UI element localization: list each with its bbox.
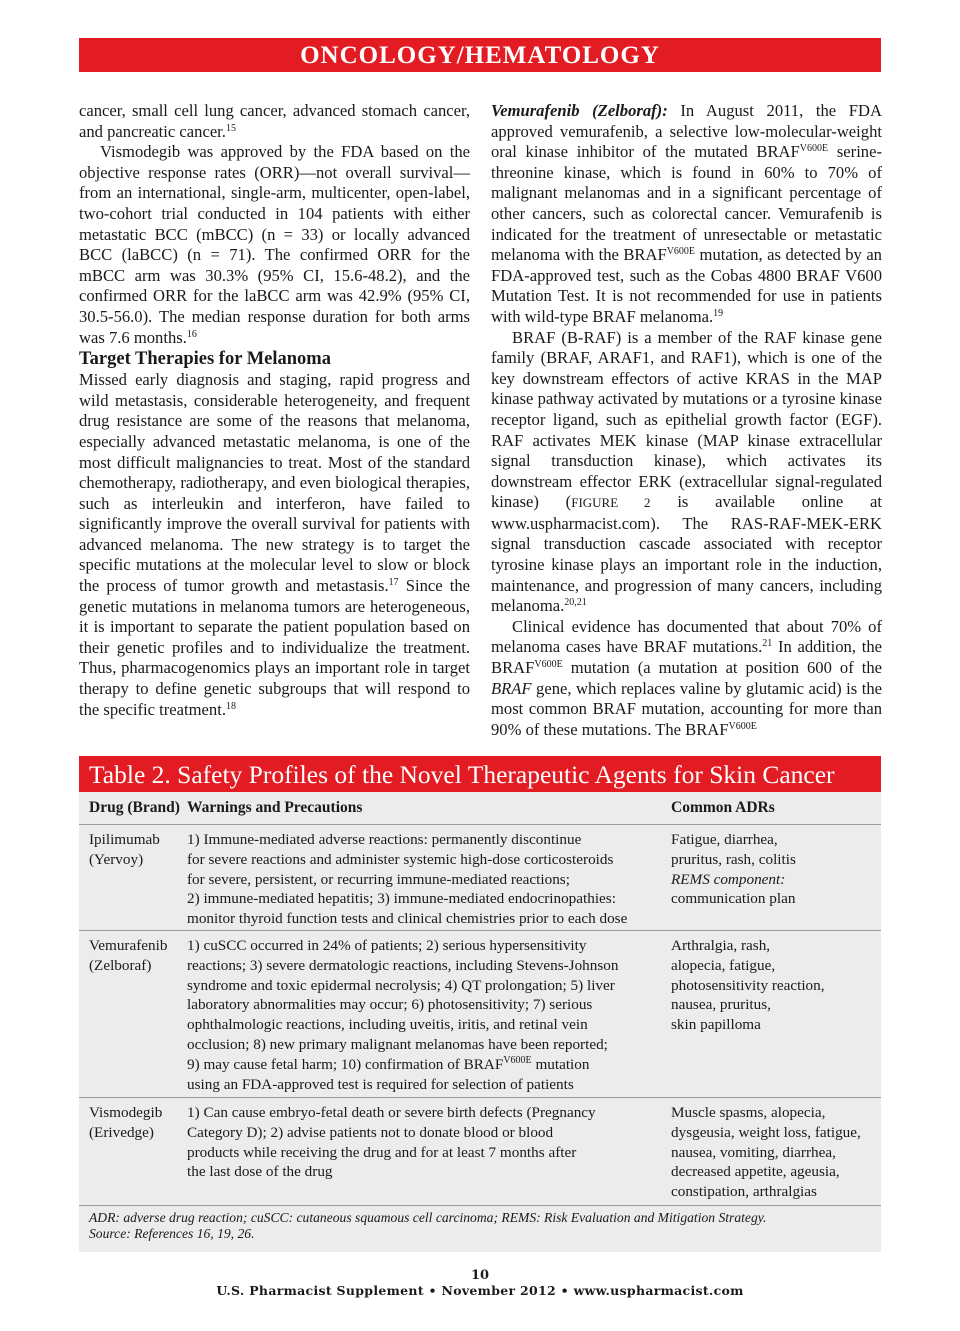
drug-cell <box>89 830 189 870</box>
brand-name: (Erivedge) <box>89 1123 154 1141</box>
adr-line: decreased appetite, ageusia, <box>671 1163 840 1181</box>
table-title: Table 2. Safety Profiles of the Novel Therapeutic Agents for Skin Cancer <box>79 756 881 792</box>
footnote-abbreviations: ADR: adverse drug reaction; cuSCC: cutaneous squamous cell carcinoma; REMS: Risk Evaluation and Mitigation Strategy. <box>89 1210 767 1225</box>
left-column <box>79 101 470 720</box>
table-row <box>79 825 881 931</box>
warnings-cell <box>187 830 663 929</box>
paragraph-text: Clinical evidence has documented that about 70% of melanoma cases have BRAF mutations. <box>491 616 882 657</box>
table-row <box>79 1098 881 1206</box>
header-warnings: Warnings and Precautions <box>187 799 363 816</box>
footnote-source: Source: References 16, 19, 26. <box>89 1226 255 1241</box>
warning-line: 1) Can cause embryo-fetal death or severe birth defects (Pregnancy <box>187 1104 596 1121</box>
adr-line: photosensitivity reaction, <box>671 976 825 994</box>
warning-line: for severe, persistent, or recurring immune-mediated reactions; <box>187 870 570 888</box>
paragraph-text: is available online at www.uspharmacist.com). The RAS-RAF-MEK-ERK signal transduction cascade associated with receptor tyrosine kinase plays an important role in the induction, maintenance, and progression of many cancers, including melanoma. <box>491 492 883 616</box>
warning-line: reactions; 3) severe dermatologic reactions, including Stevens-Johnson <box>187 956 619 974</box>
section-banner: ONCOLOGY/HEMATOLOGY <box>79 38 881 72</box>
paragraph-text: mutation (a mutation at position 600 of the <box>562 658 882 678</box>
paragraph <box>491 101 882 328</box>
right-column <box>491 101 882 740</box>
warning-line: Category D); 2) advise patients not to donate blood or blood <box>187 1123 554 1141</box>
safety-table <box>79 756 881 1252</box>
paragraph-text: In August 2011, the FDA approved vemurafenib, a selective low-molecular-weight oral kinase inhibitor of the mutated BRAF <box>491 101 883 162</box>
table-header-row <box>79 792 881 825</box>
paragraph <box>491 328 882 617</box>
adr-line: dysgeusia, weight loss, fatigue, <box>671 1123 861 1141</box>
drug-cell <box>89 1103 189 1143</box>
warning-line: monitor thyroid function tests and clinical chemistries prior to each dose <box>187 910 628 928</box>
mutation-superscript: V600E <box>728 720 757 732</box>
warning-line: products while receiving the drug and for at least 7 months after <box>187 1143 577 1161</box>
adr-line: skin papilloma <box>671 1016 761 1034</box>
warning-line: 2) immune-mediated hepatitis; 3) immune-mediated endocrinopathies: <box>187 890 616 908</box>
paragraph <box>79 101 470 142</box>
warning-text: mutation <box>535 1055 590 1073</box>
warning-line: 1) Immune-mediated adverse reactions: permanently discontinue <box>187 831 582 848</box>
warning-line: occlusion; 8) new primary malignant melanomas have been reported; <box>187 1035 608 1053</box>
drug-name: Ipilimumab <box>89 831 160 848</box>
figure-reference: FIGURE 2 <box>571 495 651 511</box>
adr-line: constipation, arthralgias <box>671 1183 817 1201</box>
warning-line: ophthalmologic reactions, including uveitis, iritis, and retinal vein <box>187 1016 588 1034</box>
reference-superscript: 15 <box>225 122 236 134</box>
drug-name: Vemurafenib <box>89 937 168 954</box>
reference-superscript: 19 <box>713 307 724 319</box>
paragraph <box>79 142 470 348</box>
drug-lead-heading: Vemurafenib (Zelboraf): <box>491 101 668 120</box>
adr-line: Arthralgia, rash, <box>671 937 771 954</box>
warning-line: the last dose of the drug <box>187 1163 333 1181</box>
paragraph-text: Since the genetic mutations in melanoma tumors are heterogeneous, it is important to separate the patient population based on their genetic profiles and to individualize the treatment. Thus, pharmacogenomics plays an important role in target therapy to define genetic subgroups that will respond to the specific treatment. <box>79 576 471 719</box>
warning-text: 9) may cause fetal harm; 10) confirmation of BRAF <box>187 1055 504 1073</box>
header-drug: Drug (Brand) <box>89 799 180 816</box>
gene-name: BRAF <box>491 678 532 698</box>
adr-line: alopecia, fatigue, <box>671 956 776 974</box>
paragraph-text: gene, which replaces valine by glutamic acid) is the most common BRAF mutation, accounting for more than 90% of these mutations. The BRAF <box>491 678 882 739</box>
drug-name: Vismodegib <box>89 1104 163 1121</box>
paragraph-text: Vismodegib was approved by the FDA based on the objective response rates (ORR)—not overall survival—from an international, single-arm, multicenter, open-label, two-cohort trial conducted in 104 patients with either metastatic BCC (mBCC) (n = 33) or locally advanced BCC (laBCC) (n = 71). The confirmed ORR for the mBCC arm was 30.3% (95% CI, 15.6-48.2), and the confirmed ORR for the laBCC arm was 42.9% (95% CI, 30.5-56.0). The median response duration for both arms was 7.6 months. <box>79 142 470 347</box>
warning-line: laboratory abnormalities may occur; 6) photosensitivity; 7) serious <box>187 996 593 1014</box>
warning-line: 1) cuSCC occurred in 24% of patients; 2) serious hypersensitivity <box>187 937 587 954</box>
warnings-cell <box>187 1103 663 1182</box>
reference-superscript: 17 <box>388 577 399 589</box>
mutation-superscript: V600E <box>503 1054 532 1066</box>
brand-name: (Yervoy) <box>89 850 144 868</box>
adr-line: pruritus, rash, colitis <box>671 850 796 868</box>
adr-line: nausea, vomiting, diarrhea, <box>671 1143 836 1161</box>
header-adrs: Common ADRs <box>671 799 775 816</box>
rems-label: REMS component: <box>671 870 786 888</box>
reference-superscript: 21 <box>762 638 773 650</box>
table-row <box>79 931 881 1098</box>
mutation-superscript: V600E <box>534 659 563 671</box>
section-heading: Target Therapies for Melanoma <box>79 349 331 370</box>
warnings-cell <box>187 936 663 1094</box>
reference-superscript: 20,21 <box>564 597 587 609</box>
paragraph-text: In addition, the BRAF <box>491 637 882 678</box>
reference-superscript: 18 <box>225 700 236 712</box>
paragraph <box>79 370 470 720</box>
adr-line: nausea, pruritus, <box>671 996 771 1014</box>
page-number: 10 <box>470 1268 490 1283</box>
reference-superscript: 16 <box>186 328 197 340</box>
adr-line: Muscle spasms, alopecia, <box>671 1104 826 1121</box>
warning-line: using an FDA-approved test is required for selection of patients <box>187 1075 574 1093</box>
paragraph <box>491 617 882 741</box>
adrs-cell <box>671 1103 876 1202</box>
paragraph-text: serine-threonine kinase, which is found in 60% to 70% of malignant melanomas and in a significant percentage of other cancers, such as colorectal cancer. Vemurafenib is indicated for the treatment of unresectable or metastatic melanoma with the BRAF <box>491 142 882 265</box>
paragraph-text: cancer, small cell lung cancer, advanced stomach cancer, and pancreatic cancer. <box>79 101 470 141</box>
adrs-cell <box>671 830 876 909</box>
warning-line <box>187 1055 663 1075</box>
publication-line: U.S. Pharmacist Supplement • November 2012 • www.uspharmacist.com <box>216 1283 744 1298</box>
paragraph-text: mutation, as detected by an FDA-approved test, such as the Cobas 4800 BRAF V600 Mutation Test. It is not recommended for use in patients with wild-type BRAF melanoma. <box>491 245 882 326</box>
adr-line: Fatigue, diarrhea, <box>671 831 778 848</box>
paragraph-text: BRAF (B-RAF) is a member of the RAF kinase gene family (BRAF, ARAF1, and RAF1), which is one of the key downstream effectors of active KRAS in the MAP kinase pathway activated by mutations or a tyrosine kinase receptor ligand, such as epithelial growth factor (EGF). RAF activates MEK kinase (MAP kinase extracellular signal transduction kinase), which activates its downstream effector ERK (extracellular signal-regulated kinase) ( <box>491 327 882 512</box>
paragraph-text: Missed early diagnosis and staging, rapid progress and wild metastasis, considerable heterogeneity, and frequent drug resistance are some of the reasons that melanoma, especially advanced metastatic melanoma, is one of the most difficult malignancies to treat. Most of the standard chemotherapy, radiotherapy, and even biological therapies, such as interleukin and interferon, have failed to significantly improve the overall survival for patients with advanced melanoma. The new strategy is to target the specific mutations at the molecular level to slow or block the process of tumor growth and metastasis. <box>79 370 470 596</box>
adrs-cell <box>671 936 876 1035</box>
warning-line: for severe reactions and administer systemic high-dose corticosteroids <box>187 850 614 868</box>
adr-line: communication plan <box>671 890 796 908</box>
table-footnote <box>89 1210 873 1242</box>
brand-name: (Zelboraf) <box>89 956 152 974</box>
drug-cell <box>89 936 189 976</box>
warning-line: syndrome and toxic epidermal necrolysis; 4) QT prolongation; 5) liver <box>187 976 615 994</box>
mutation-superscript: V600E <box>799 143 829 155</box>
mutation-superscript: V600E <box>666 246 696 258</box>
